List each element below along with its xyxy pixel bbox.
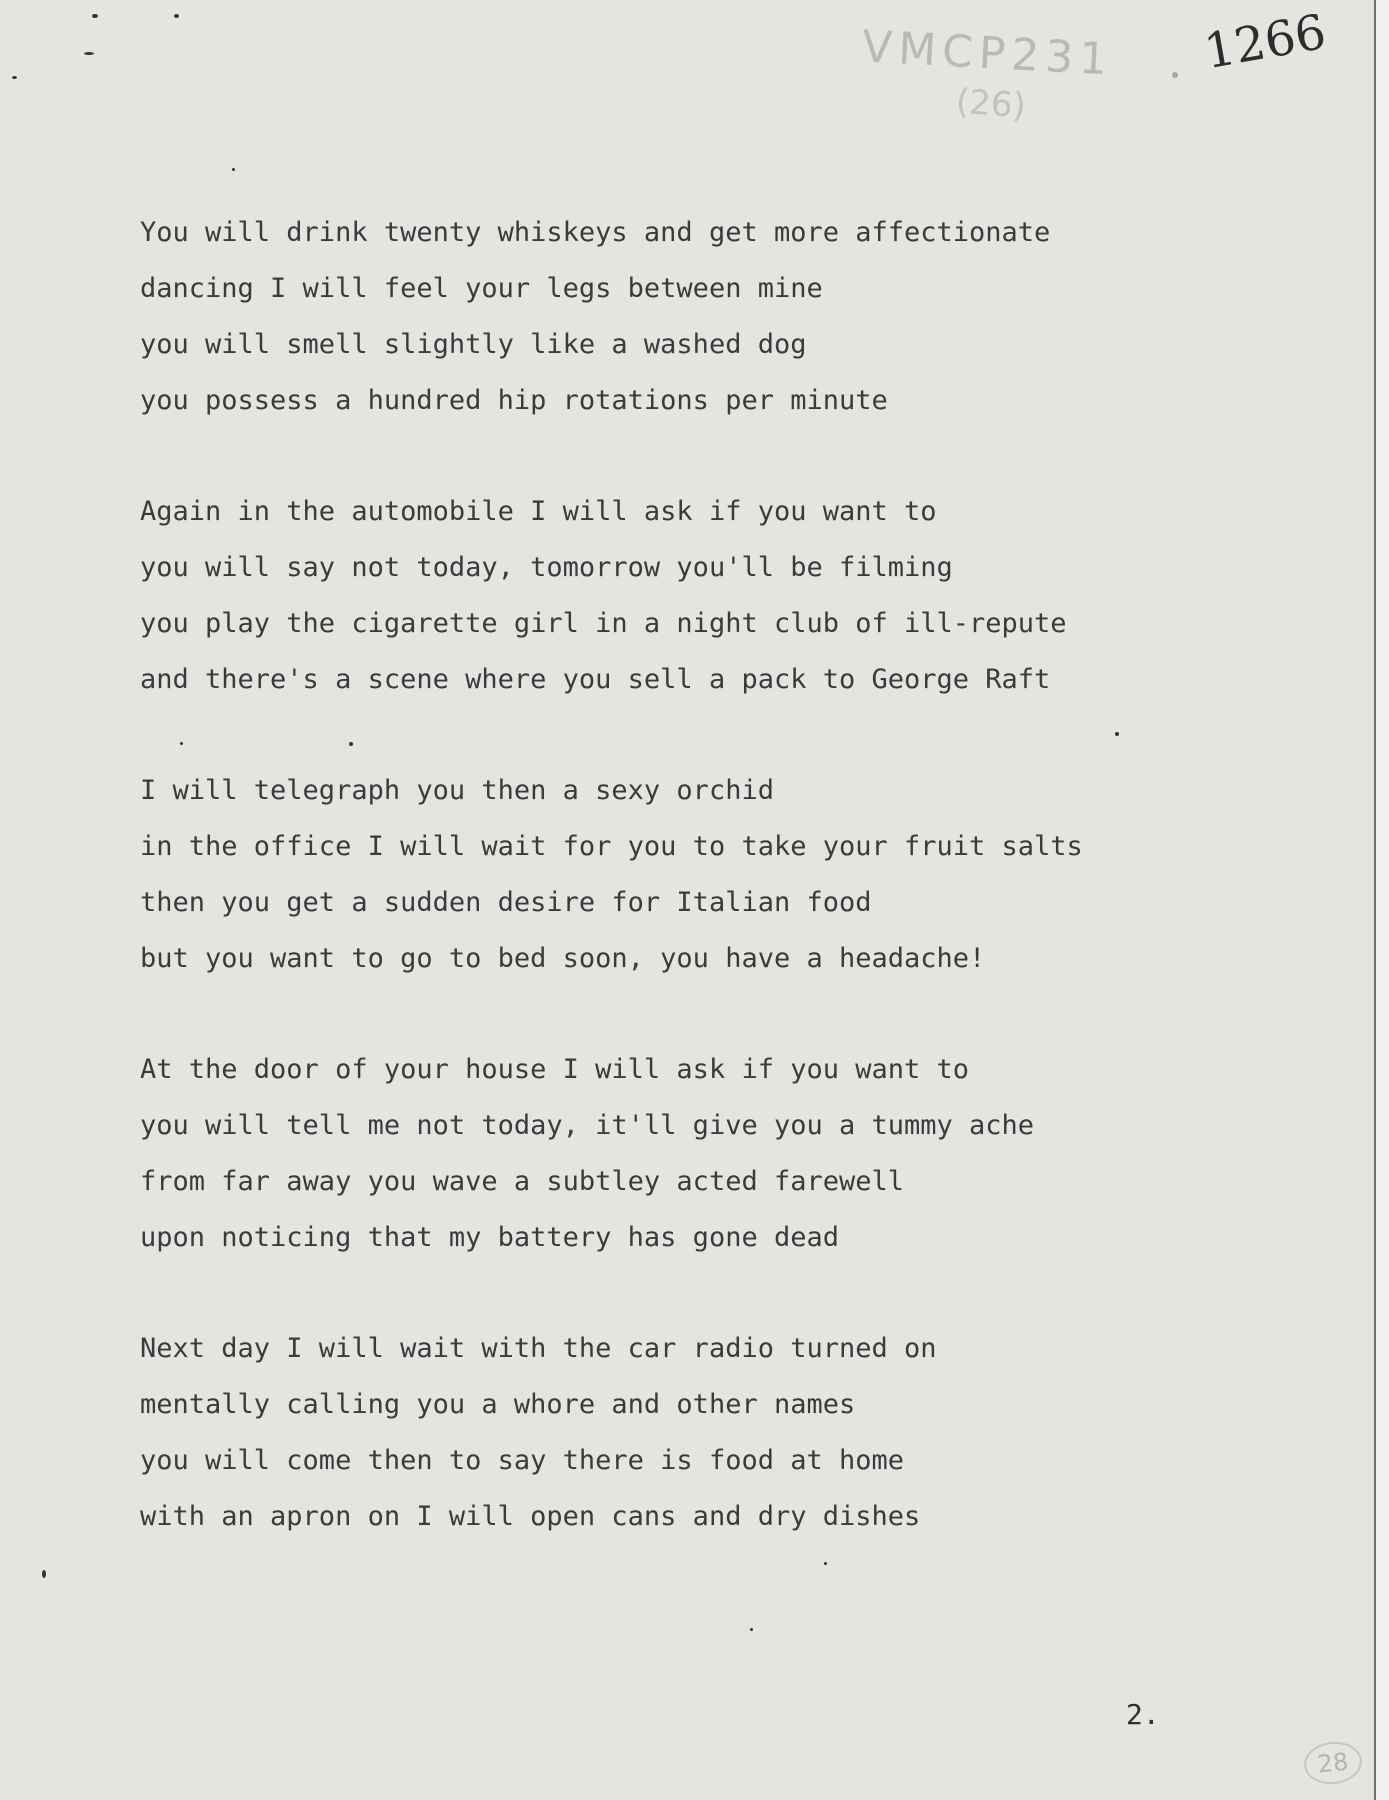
archive-handwritten-number: 1266 — [1200, 3, 1331, 81]
poem-line: dancing I will feel your legs between mine — [140, 273, 823, 304]
poem-line: you play the cigarette girl in a night club of ill-repute — [140, 608, 1067, 639]
poem-line: and there's a scene where you sell a pack to George Raft — [140, 664, 1051, 695]
poem-line: with an apron on I will open cans and dry dishes — [140, 1501, 921, 1532]
ink-speck — [84, 52, 94, 55]
poem-line: At the door of your house I will ask if you want to — [140, 1054, 970, 1085]
poem-line: but you want to go to bed soon, you have a headache! — [140, 943, 986, 974]
poem-line: you will smell slightly like a washed dog — [140, 329, 807, 360]
poem-line: You will drink twenty whiskeys and get more affectionate — [140, 217, 1051, 248]
ink-speck — [349, 742, 353, 746]
archive-foot-stamp: 28 — [1302, 1739, 1364, 1787]
poem-line: from far away you wave a subtley acted farewell — [140, 1166, 905, 1197]
poem-line: you will tell me not today, it'll give you a tummy ache — [140, 1110, 1035, 1141]
poem-line: Next day I will wait with the car radio turned on — [140, 1333, 937, 1364]
poem-line: upon noticing that my battery has gone dead — [140, 1222, 839, 1253]
page-number: 2. — [1126, 1698, 1160, 1731]
page-edge-shade — [1376, 0, 1389, 1800]
poem-line: then you get a sudden desire for Italian food — [140, 887, 872, 918]
ink-speck — [174, 14, 179, 18]
ink-speck — [42, 1570, 46, 1578]
ink-speck — [180, 742, 183, 745]
poem-line: Again in the automobile I will ask if you want to — [140, 496, 937, 527]
ink-speck — [750, 1628, 753, 1631]
poem-body — [140, 205, 1083, 1600]
stanza-1 — [140, 205, 1083, 429]
poem-line: in the office I will wait for you to take your fruit salts — [140, 831, 1083, 862]
ink-speck — [232, 168, 235, 171]
poem-line: mentally calling you a whore and other names — [140, 1389, 856, 1420]
archive-catalog-mark: VMCP231 — [860, 21, 1115, 86]
stanza-3 — [140, 763, 1083, 987]
ink-speck — [824, 1562, 827, 1565]
stanza-4 — [140, 1042, 1083, 1266]
stanza-5 — [140, 1321, 1083, 1545]
archive-dot — [1172, 72, 1178, 78]
poem-line: you will say not today, tomorrow you'll be filming — [140, 552, 953, 583]
ink-speck — [12, 76, 17, 79]
archive-catalog-sub: (26) — [954, 81, 1028, 127]
ink-speck — [1115, 732, 1119, 736]
poem-line: you will come then to say there is food at home — [140, 1445, 905, 1476]
poem-line: I will telegraph you then a sexy orchid — [140, 775, 774, 806]
ink-speck — [92, 14, 98, 18]
stanza-2 — [140, 484, 1083, 708]
poem-line: you possess a hundred hip rotations per minute — [140, 385, 888, 416]
